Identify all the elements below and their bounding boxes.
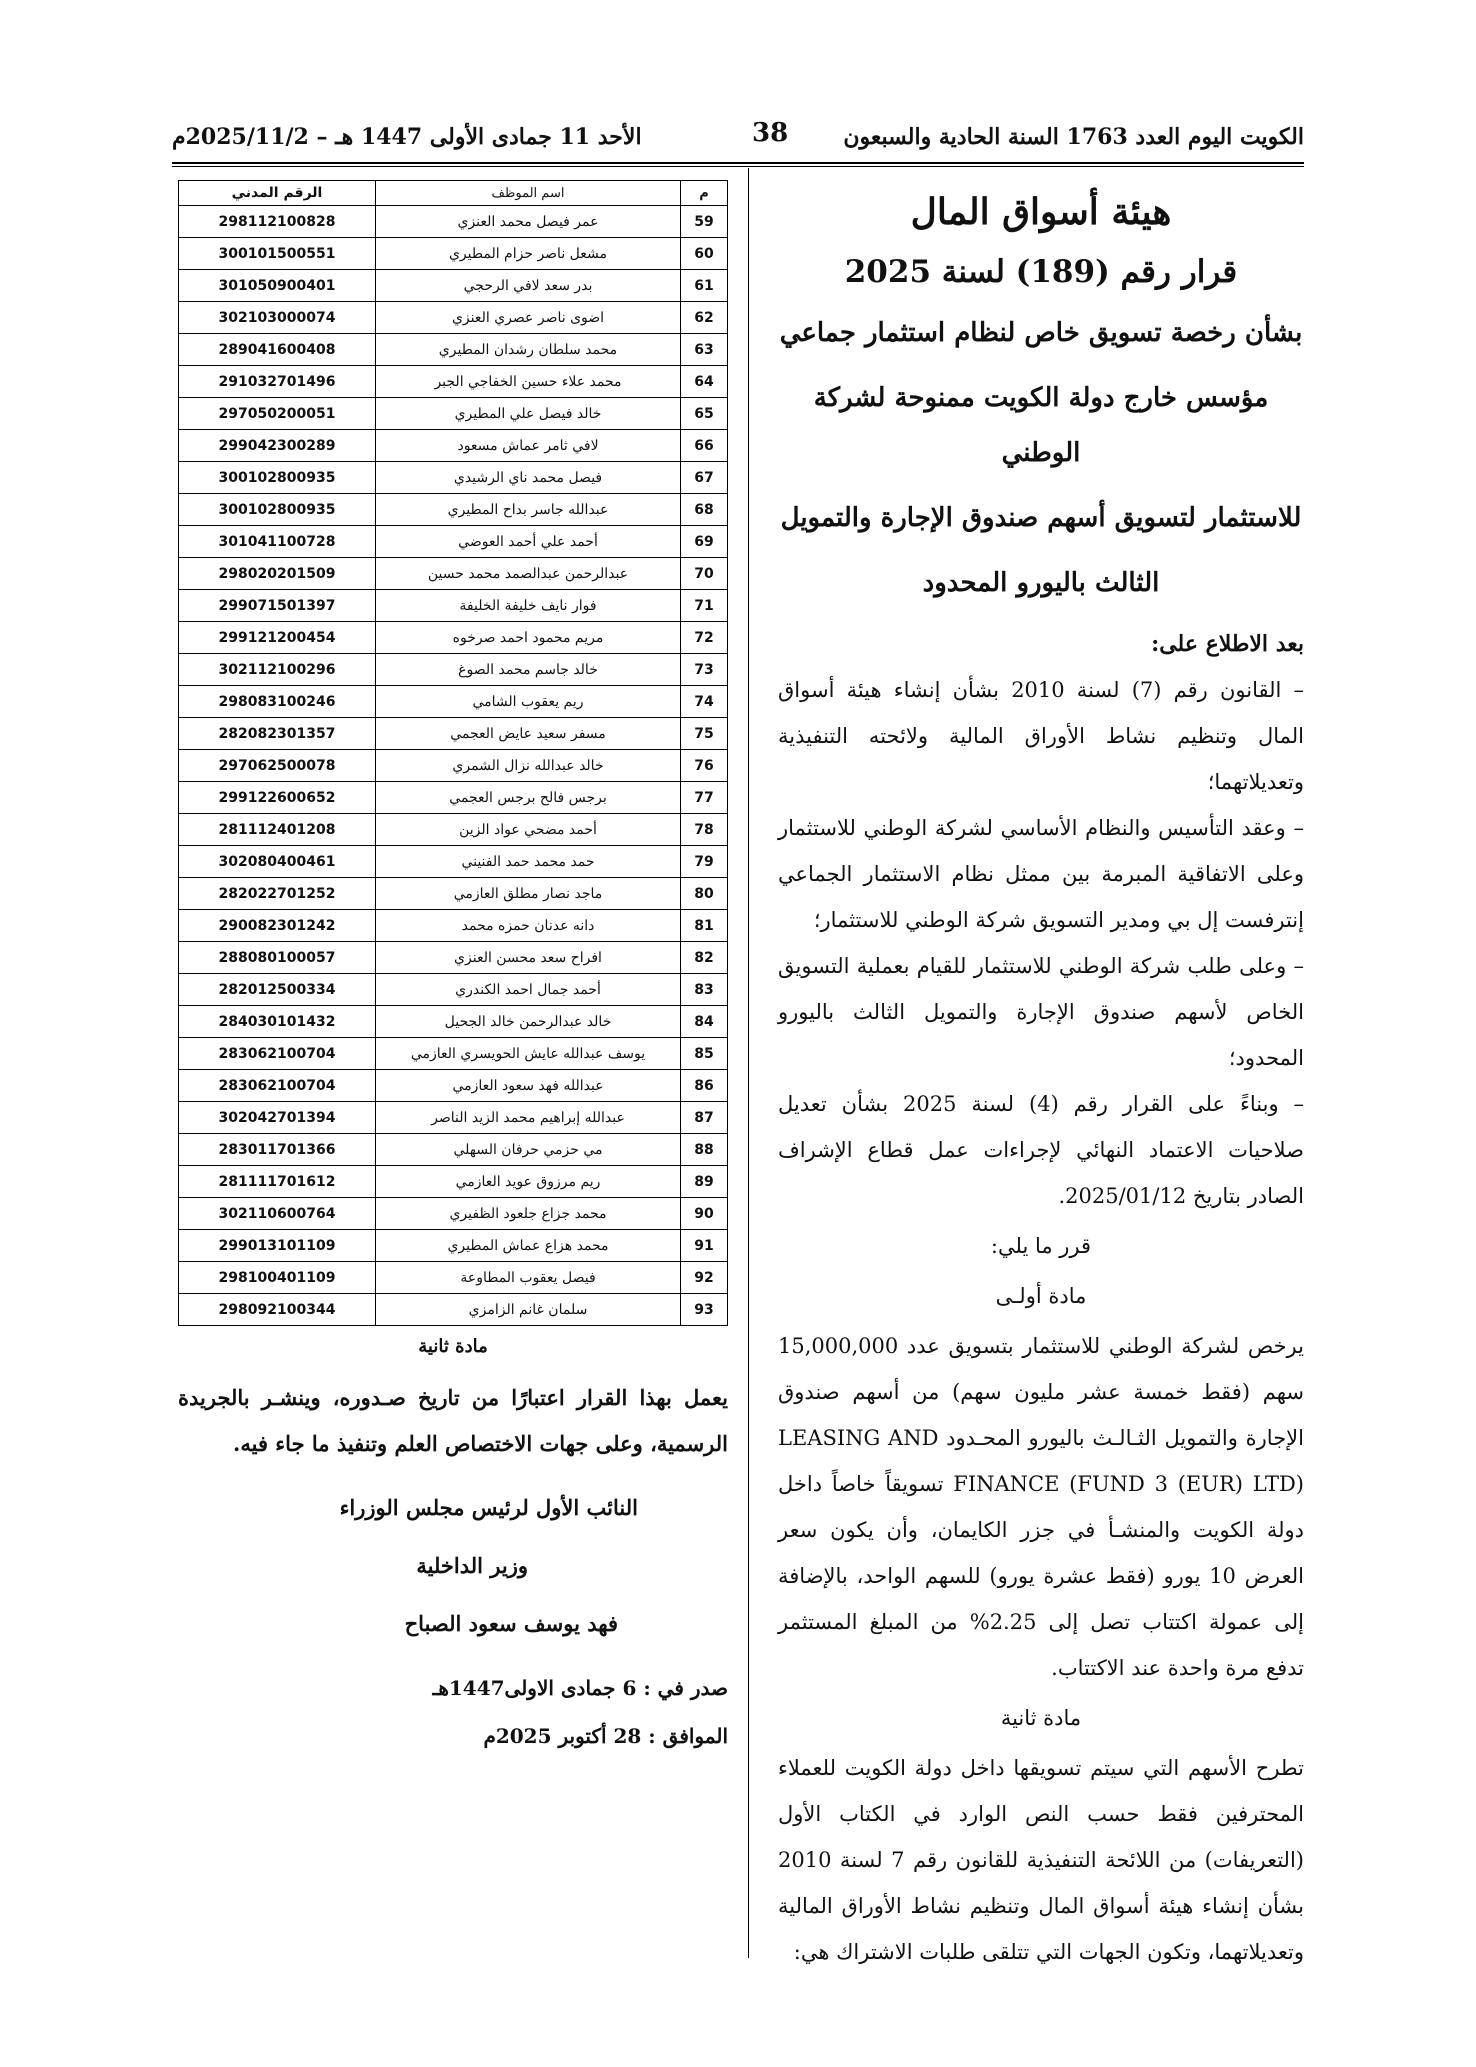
- col-header-name: اسم الموظف: [376, 181, 681, 206]
- table-row: [179, 1230, 728, 1262]
- employee-name: حمد محمد حمد الفنيني: [376, 846, 681, 878]
- article2-text: تطرح الأسهم التي سيتم تسويقها داخل دولة الكويت للعملاء المحترفين فقط حسب النص الوارد في الكتاب الأول (التعريفات) من اللائحة التنفيذية للقانون رقم 7 لسنة 2010 بشأن إنشاء هيئة أسواق المال وتنظيم نشاط الأوراق المالية وتعديلاتهما، وتكون الجهات التي تتلقى طلبات الاشتراك هي:: [778, 1756, 1304, 1964]
- civil-id: 297062500078: [179, 750, 376, 782]
- employee-name: يوسف عبدالله عايش الحويسري العازمي: [376, 1038, 681, 1070]
- row-number: 71: [681, 590, 728, 622]
- table-row: [179, 782, 728, 814]
- table-row: [179, 974, 728, 1006]
- row-number: 87: [681, 1102, 728, 1134]
- employee-name: افراح سعد محسن العنزي: [376, 942, 681, 974]
- employee-name: فوار نايف خليفة الخليفة: [376, 590, 681, 622]
- table-row: [179, 430, 728, 462]
- row-number: 64: [681, 366, 728, 398]
- employee-name: ريم يعقوب الشامي: [376, 686, 681, 718]
- preamble-item: – القانون رقم (7) لسنة 2010 بشأن إنشاء هيئة أسواق المال وتنظيم نشاط الأوراق المالية ولائحته التنفيذية وتعديلاتهما؛: [778, 678, 1305, 794]
- article2-second-text: يعمل بهذا القرار اعتبارًا من تاريخ صـدوره، وينشـر بالجريدة الرسمية، وعلى جهات الاختصاص العلم وتنفيذ ما جاء فيه.: [178, 1385, 728, 1456]
- row-number: 75: [681, 718, 728, 750]
- civil-id: 288080100057: [179, 942, 376, 974]
- row-number: 91: [681, 1230, 728, 1262]
- employee-name: خالد فيصل علي المطيري: [376, 398, 681, 430]
- table-row: [179, 1006, 728, 1038]
- col-header-civil-id: الرقم المدني: [179, 181, 376, 206]
- article2-label: مادة ثانية: [1000, 1706, 1082, 1730]
- subject-line: مؤسس خارج دولة الكويت ممنوحة لشركة الوطني: [813, 383, 1269, 468]
- row-number: 62: [681, 302, 728, 334]
- table-row: [179, 654, 728, 686]
- civil-id: 298092100344: [179, 1294, 376, 1326]
- civil-id: 300101500551: [179, 238, 376, 270]
- civil-id: 300102800935: [179, 462, 376, 494]
- civil-id: 283062100704: [179, 1070, 376, 1102]
- civil-id: 298083100246: [179, 686, 376, 718]
- civil-id: 300102800935: [179, 494, 376, 526]
- table-row: [179, 622, 728, 654]
- employee-table: [178, 180, 728, 1326]
- employee-name: عبدالله فهد سعود العازمي: [376, 1070, 681, 1102]
- row-number: 67: [681, 462, 728, 494]
- table-row: [179, 238, 728, 270]
- civil-id: 289041600408: [179, 334, 376, 366]
- row-number: 74: [681, 686, 728, 718]
- table-row: [179, 1102, 728, 1134]
- row-number: 76: [681, 750, 728, 782]
- page-header: [172, 118, 1304, 168]
- col-header-number: م: [681, 181, 728, 206]
- table-row: [179, 1134, 728, 1166]
- employee-name: مسفر سعيد عايض العجمي: [376, 718, 681, 750]
- table-row: [179, 302, 728, 334]
- row-number: 77: [681, 782, 728, 814]
- employee-name: لافي ثامر عماش مسعود: [376, 430, 681, 462]
- table-row: [179, 494, 728, 526]
- row-number: 85: [681, 1038, 728, 1070]
- civil-id: 281111701612: [179, 1166, 376, 1198]
- civil-id: 291032701496: [179, 366, 376, 398]
- employee-name: ريم مرزوق عويد العازمي: [376, 1166, 681, 1198]
- table-row: [179, 334, 728, 366]
- employee-name: دانه عدنان حمزه محمد: [376, 910, 681, 942]
- issue-date: الأحد 11 جمادى الأولى 1447 هـ – 2025/11/2م: [172, 124, 642, 150]
- header-rule: [172, 162, 1304, 164]
- civil-id: 302112100296: [179, 654, 376, 686]
- row-number: 63: [681, 334, 728, 366]
- table-row: [179, 1038, 728, 1070]
- table-row: [179, 270, 728, 302]
- civil-id: 282082301357: [179, 718, 376, 750]
- row-number: 68: [681, 494, 728, 526]
- row-number: 88: [681, 1134, 728, 1166]
- table-row: [179, 1070, 728, 1102]
- preamble-item: – وعلى طلب شركة الوطني للاستثمار للقيام بعملية التسويق الخاص لأسهم صندوق الإجارة والتمويل الثالث باليورو المحدود؛: [778, 954, 1304, 1070]
- civil-id: 302042701394: [179, 1102, 376, 1134]
- row-number: 66: [681, 430, 728, 462]
- employee-name: بدر سعد لافي الرحجي: [376, 270, 681, 302]
- employee-name: اضوى ناصر عصري العنزي: [376, 302, 681, 334]
- table-row: [179, 398, 728, 430]
- header-rule-thin: [172, 166, 1304, 167]
- civil-id: 299122600652: [179, 782, 376, 814]
- table-row: [179, 878, 728, 910]
- table-row: [179, 718, 728, 750]
- decree-column: [778, 180, 1304, 1975]
- row-number: 80: [681, 878, 728, 910]
- employee-name: عبدالرحمن عبدالصمد محمد حسين: [376, 558, 681, 590]
- employee-name: محمد هزاع عماش المطيري: [376, 1230, 681, 1262]
- subject-line: للاستثمار لتسويق أسهم صندوق الإجارة والتمويل: [780, 503, 1302, 533]
- civil-id: 299121200454: [179, 622, 376, 654]
- row-number: 90: [681, 1198, 728, 1230]
- table-row: [179, 686, 728, 718]
- civil-id: 298112100828: [179, 206, 376, 238]
- table-row: [179, 942, 728, 974]
- row-number: 84: [681, 1006, 728, 1038]
- civil-id: 290082301242: [179, 910, 376, 942]
- authority-title: هيئة أسواق المال: [910, 191, 1172, 233]
- table-row: [179, 846, 728, 878]
- row-number: 92: [681, 1262, 728, 1294]
- row-number: 70: [681, 558, 728, 590]
- table-row: [179, 206, 728, 238]
- preamble-lead: بعد الاطلاع على:: [1151, 631, 1304, 657]
- employee-name: عبدالله جاسر بداح المطيري: [376, 494, 681, 526]
- civil-id: 302080400461: [179, 846, 376, 878]
- table-row: [179, 558, 728, 590]
- signature-name: فهد يوسف سعود الصباح: [404, 1611, 618, 1636]
- issued-gregorian: الموافق : 28 أكتوبر 2025م: [483, 1724, 728, 1748]
- table-header-row: [179, 181, 728, 206]
- employee-name: مشعل ناصر حزام المطيري: [376, 238, 681, 270]
- employee-table-body: [179, 206, 728, 1326]
- row-number: 73: [681, 654, 728, 686]
- row-number: 72: [681, 622, 728, 654]
- employee-name: أحمد علي أحمد العوضي: [376, 526, 681, 558]
- civil-id: 282012500334: [179, 974, 376, 1006]
- table-row: [179, 526, 728, 558]
- row-number: 86: [681, 1070, 728, 1102]
- employee-name: عبدالله إبراهيم محمد الزيد الناصر: [376, 1102, 681, 1134]
- civil-id: 298020201509: [179, 558, 376, 590]
- row-number: 59: [681, 206, 728, 238]
- article2-second-label: مادة ثانية: [418, 1336, 488, 1357]
- row-number: 60: [681, 238, 728, 270]
- table-row: [179, 366, 728, 398]
- employee-name: فيصل محمد ناي الرشيدي: [376, 462, 681, 494]
- page-number: 38: [752, 118, 789, 148]
- employee-name: ماجد نصار مطلق العازمي: [376, 878, 681, 910]
- row-number: 93: [681, 1294, 728, 1326]
- row-number: 79: [681, 846, 728, 878]
- decree-number: قرار رقم (189) لسنة 2025: [844, 254, 1238, 290]
- civil-id: 299071501397: [179, 590, 376, 622]
- civil-id: 302103000074: [179, 302, 376, 334]
- civil-id: 301041100728: [179, 526, 376, 558]
- signature-ministry: وزير الداخلية: [416, 1553, 528, 1578]
- employee-name: مريم محمود احمد صرخوه: [376, 622, 681, 654]
- civil-id: 298100401109: [179, 1262, 376, 1294]
- column-divider: [748, 168, 749, 1958]
- row-number: 78: [681, 814, 728, 846]
- employee-name: خالد جاسم محمد الصوغ: [376, 654, 681, 686]
- row-number: 81: [681, 910, 728, 942]
- employee-column: [178, 180, 728, 1757]
- civil-id: 302110600764: [179, 1198, 376, 1230]
- civil-id: 299013101109: [179, 1230, 376, 1262]
- decree-subject: [778, 306, 1304, 611]
- resolved-label: قرر ما يلي:: [990, 1234, 1092, 1258]
- row-number: 82: [681, 942, 728, 974]
- employee-name: محمد جزاع جلعود الظفيري: [376, 1198, 681, 1230]
- signature-title: النائب الأول لرئيس مجلس الوزراء: [339, 1495, 638, 1520]
- employee-name: خالد عبدالله نزال الشمري: [376, 750, 681, 782]
- employee-name: عمر فيصل محمد العنزي: [376, 206, 681, 238]
- subject-line: بشأن رخصة تسويق خاص لنظام استثمار جماعي: [779, 318, 1303, 348]
- row-number: 83: [681, 974, 728, 1006]
- gazette-issue: الكويت اليوم العدد 1763 السنة الحادية والسبعون: [843, 124, 1304, 150]
- row-number: 61: [681, 270, 728, 302]
- row-number: 69: [681, 526, 728, 558]
- preamble-item: – وعقد التأسيس والنظام الأساسي لشركة الوطني للاستثمار وعلى الاتفاقية المبرمة بين ممثل نظام الاستثمار الجماعي إنترفست إل بي ومدير التسويق شركة الوطني للاستثمار؛: [778, 816, 1304, 932]
- civil-id: 284030101432: [179, 1006, 376, 1038]
- employee-name: محمد سلطان رشدان المطيري: [376, 334, 681, 366]
- row-number: 89: [681, 1166, 728, 1198]
- table-row: [179, 1198, 728, 1230]
- civil-id: 297050200051: [179, 398, 376, 430]
- employee-name: خالد عبدالرحمن خالد الجحيل: [376, 1006, 681, 1038]
- subject-line: الثالث باليورو المحدود: [922, 568, 1160, 598]
- employee-name: محمد علاء حسين الخفاجي الجبر: [376, 366, 681, 398]
- table-row: [179, 910, 728, 942]
- table-row: [179, 1262, 728, 1294]
- civil-id: 301050900401: [179, 270, 376, 302]
- employee-name: برجس فالح برجس العجمي: [376, 782, 681, 814]
- table-row: [179, 590, 728, 622]
- row-number: 65: [681, 398, 728, 430]
- employee-name: سلمان غانم الزامزي: [376, 1294, 681, 1326]
- table-row: [179, 750, 728, 782]
- issued-hijri: صدر في : 6 جمادى الاولى1447هـ: [432, 1676, 728, 1700]
- employee-name: مي حزمي حرفان السهلي: [376, 1134, 681, 1166]
- employee-name: أحمد مضحي عواد الزين: [376, 814, 681, 846]
- table-row: [179, 462, 728, 494]
- article1-label: مادة أولـى: [995, 1284, 1087, 1308]
- preamble-item: – وبناءً على القرار رقم (4) لسنة 2025 بشأن تعديل صلاحيات الاعتماد النهائي لإجراءات عمل قطاع الإشراف الصادر بتاريخ 2025/01/12.: [778, 1092, 1305, 1208]
- table-row: [179, 814, 728, 846]
- civil-id: 283011701366: [179, 1134, 376, 1166]
- employee-name: فيصل يعقوب المطاوعة: [376, 1262, 681, 1294]
- table-row: [179, 1166, 728, 1198]
- civil-id: 281112401208: [179, 814, 376, 846]
- civil-id: 282022701252: [179, 878, 376, 910]
- employee-name: أحمد جمال احمد الكندري: [376, 974, 681, 1006]
- article1-text: يرخص لشركة الوطني للاستثمار بتسويق عدد 15,000,000 سهم (فقط خمسة عشر مليون سهم) من أسهم صندوق الإجارة والتمويل الثـالـث باليورو المحـدود LEASING AND FINANCE (FUND 3 (EUR) LTD) تسويقاً خاصاً داخل دولة الكويت والمنشـأ في جزر الكايمان، وأن يكون سعر العرض 10 يورو (فقط عشرة يورو) للسهم الواحد، بالإضافة إلى عمولة اكتتاب تصل إلى 2.25% من المبلغ المستثمر تدفع مرة واحدة عند الاكتتاب.: [778, 1334, 1305, 1680]
- civil-id: 283062100704: [179, 1038, 376, 1070]
- civil-id: 299042300289: [179, 430, 376, 462]
- table-row: [179, 1294, 728, 1326]
